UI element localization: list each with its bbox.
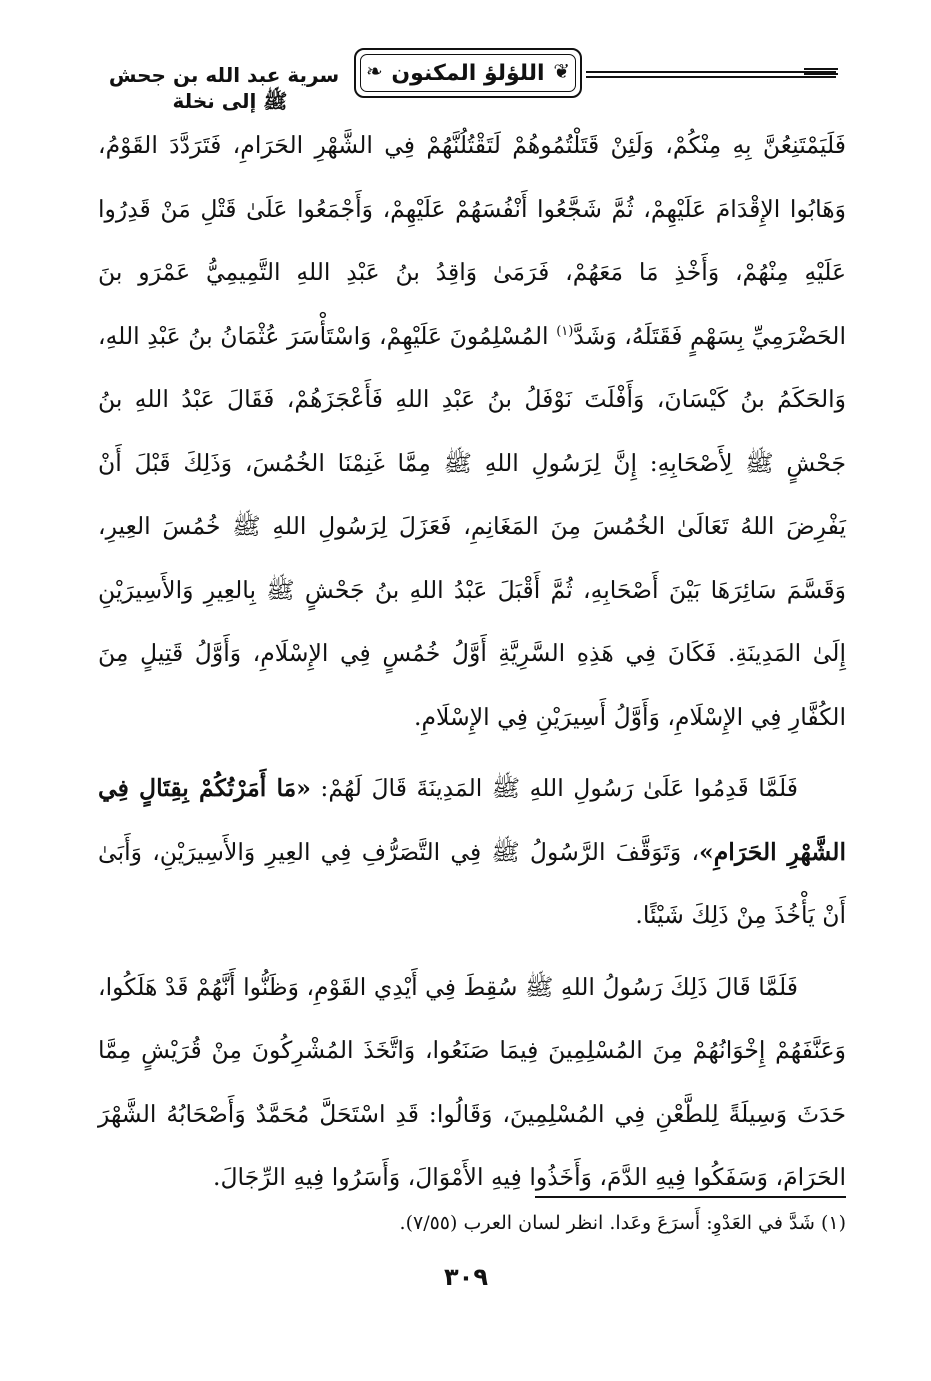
footnote-separator <box>535 1196 846 1198</box>
ornament-left-icon: ❧ <box>366 59 383 83</box>
paragraph-3-text: فَلَمَّا قَالَ ذَلِكَ رَسُولُ اللهِ ﷺ سُقِطَ فِي أَيْدِي القَوْمِ، وَظَنُّوا أَنَّهُمْ قَدْ هَلَكُوا، وَعَنَّفَهُمْ إِخْوَانُهُمْ مِنَ المُسْلِمِينَ فِيمَا صَنَعُوا، وَاتَّخَذَ المُشْرِكُونَ مِنْ قُرَيْشٍ مِمَّا حَدَثَ وَسِيلَةً لِلطَّعْنِ فِي المُسْلِمِينَ، وَقَالُوا: قَدِ اسْتَحَلَّ مُحَمَّدٌ وَأَصْحَابُهُ الشَّهْرَ الحَرَامَ، وَسَفَكُوا فِيهِ الدَّمَ، وَأَخَذُوا فِيهِ الأَمْوَالَ، وَأَسَرُوا فِيهِ الرِّجَالَ. <box>98 972 846 1191</box>
paragraph-1-text: فَلَيَمْتَنِعُنَّ بِهِ مِنْكُمْ، وَلَئِنْ قَتَلْتُمُوهُمْ لَتَقْتُلُنَّهُمْ فِي الشَّهْرِ الحَرَامِ، فَتَرَدَّدَ القَوْمُ، وَهَابُوا الإِقْدَامَ عَلَيْهِمْ، ثُمَّ شَجَّعُوا أَنْفُسَهُمْ عَلَيْهِمْ، وَأَجْمَعُوا عَلَىٰ قَتْلِ مَنْ قَدِرُوا عَلَيْهِ مِنْهُمْ، وَأَخْذِ مَا مَعَهُمْ، فَرَمَىٰ وَاقِدُ بنُ عَبْدِ اللهِ التَّمِيمِيُّ عَمْرَو بنَ الحَضْرَمِيِّ بِسَهْمٍ فَقَتَلَهُ، وَشَدَّ <box>98 131 846 350</box>
section-title <box>104 62 350 114</box>
page-number: ٣٠٩ <box>444 1263 488 1291</box>
main-text <box>98 114 846 1210</box>
paragraph-2-lead: فَلَمَّا قَدِمُوا عَلَىٰ رَسُولِ اللهِ ﷺ المَدِينَةَ قَالَ لَهُمْ: <box>310 774 798 802</box>
paragraph-2-tail: ، وَتَوَقَّفَ الرَّسُولُ ﷺ فِي التَّصَرُّفِ فِي العِيرِ وَالأَسِيرَيْنِ، وَأَبَىٰ أَنْ يَأْخُذَ مِنْ ذَلِكَ شَيْئًا. <box>98 837 846 929</box>
header-right-rule <box>586 71 836 78</box>
running-header <box>104 42 840 113</box>
paragraph-1-continuation: المُسْلِمُونَ عَلَيْهِمْ، وَاسْتَأْسَرَ عُثْمَانُ بنُ عَبْدِ اللهِ، وَالحَكَمُ بنُ كَيْسَانَ، وَأَفْلَتَ نَوْفَلُ بنُ عَبْدِ اللهِ فَأَعْجَزَهُمْ، فَقَالَ عَبْدُ اللهِ بنُ جَحْشٍ ﷺ لِأَصْحَابِهِ: إِنَّ لِرَسُولِ اللهِ ﷺ مِمَّا غَنِمْنَا الخُمُسَ، وَذَلِكَ قَبْلَ أَنْ يَفْرِضَ اللهُ تَعَالَىٰ الخُمُسَ مِنَ المَغَانِمِ، فَعَزَلَ لِرَسُولِ اللهِ ﷺ خُمُسَ العِيرِ، وَقَسَّمَ سَائِرَهَا بَيْنَ أَصْحَابِهِ، ثُمَّ أَقْبَلَ عَبْدُ اللهِ بنُ جَحْشٍ ﷺ بِالعِيرِ وَالأَسِيرَيْنِ إِلَىٰ المَدِينَةِ. فَكَانَ فِي هَذِهِ السَّرِيَّةِ أَوَّلُ خُمُسٍ فِي الإِسْلَامِ، وَأَوَّلُ قَتِيلٍ مِنَ الكُفَّارِ فِي الإِسْلَامِ، وَأَوَّلُ أَسِيرَيْنِ فِي الإِسْلَامِ. <box>98 321 846 731</box>
hadith-quote: «مَا أَمَرْتُكُمْ بِقِتَالٍ فِي الشَّهْرِ الحَرَامِ» <box>98 774 846 866</box>
book-title-badge <box>354 48 582 98</box>
paragraph-2 <box>98 757 846 948</box>
paragraph-3 <box>98 956 846 1210</box>
ornament-right-icon: ❦ <box>553 59 570 83</box>
section-title-text: سرية عبد الله بن جحش ﷺ إلى نخلة <box>109 63 345 113</box>
footnote: (١) شَدَّ في العَدْوِ: أَسرَعَ وعَدا. انظر لسان العرب (٧/٥٥). <box>399 1212 846 1234</box>
footnote-reference[interactable]: (١) <box>556 323 574 339</box>
book-title: اللؤلؤ المكنون <box>391 61 545 86</box>
paragraph-1 <box>98 114 846 749</box>
